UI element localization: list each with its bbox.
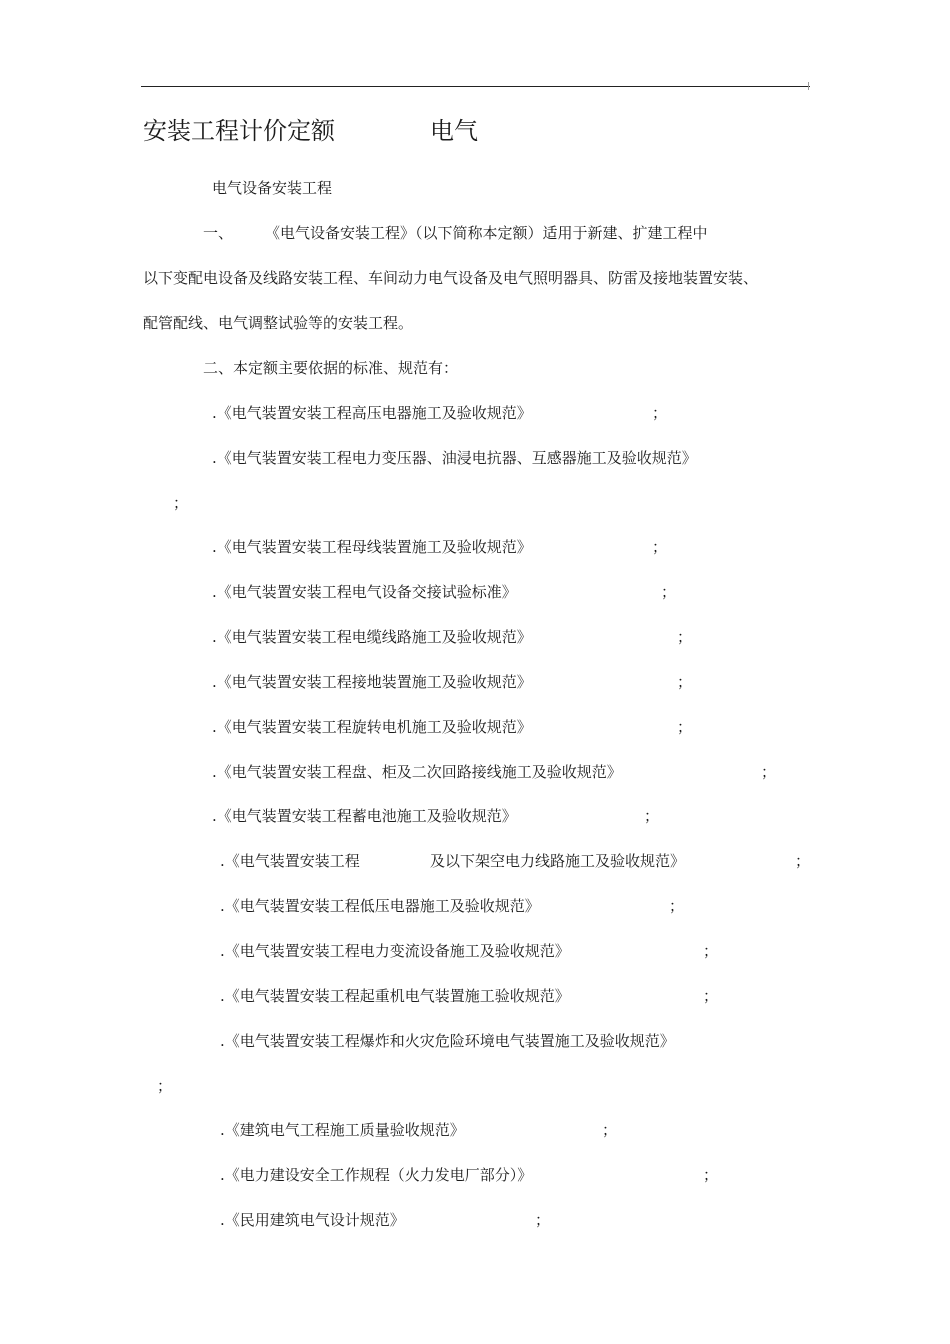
standard-item-semicolon: ； bbox=[677, 673, 693, 691]
standard-item: .《民用建筑电气设计规范》 bbox=[220, 1211, 405, 1229]
paragraph-1-number: 一、 bbox=[203, 224, 234, 242]
standard-item-semicolon: ； bbox=[157, 1077, 173, 1095]
header-rule-tick bbox=[808, 82, 809, 90]
section-heading: 电气设备安装工程 bbox=[212, 179, 333, 197]
standard-item-semicolon: ； bbox=[703, 1166, 719, 1184]
standard-item-semicolon: ； bbox=[661, 583, 677, 601]
standard-item: .《电气装置安装工程接地装置施工及验收规范》 bbox=[212, 673, 532, 691]
standard-item-semicolon: ； bbox=[535, 1211, 551, 1229]
standard-item: .《建筑电气工程施工质量验收规范》 bbox=[220, 1121, 465, 1139]
standard-item: .《电气装置安装工程低压电器施工及验收规范》 bbox=[220, 897, 540, 915]
standard-item: .《电气装置安装工程母线装置施工及验收规范》 bbox=[212, 538, 532, 556]
standard-item: .《电气装置安装工程爆炸和火灾危险环境电气装置施工及验收规范》 bbox=[220, 1032, 675, 1050]
standard-item-semicolon: ； bbox=[761, 763, 777, 781]
standard-item: .《电气装置安装工程电气设备交接试验标准》 bbox=[212, 583, 517, 601]
standard-item-semicolon: ； bbox=[669, 897, 685, 915]
standard-item: .《电气装置安装工程盘、柜及二次回路接线施工及验收规范》 bbox=[212, 763, 622, 781]
standard-item: .《电气装置安装工程电力变压器、油浸电抗器、互感器施工及验收规范》 bbox=[212, 449, 697, 467]
standard-item-semicolon: ； bbox=[173, 494, 189, 512]
paragraph-1-line-3: 配管配线、电气调整试验等的安装工程。 bbox=[143, 314, 414, 332]
standard-item-semicolon: ； bbox=[795, 852, 811, 870]
standard-item-continuation: 及以下架空电力线路施工及验收规范》 bbox=[430, 852, 686, 870]
paragraph-1-text: 《电气设备安装工程》（以下简称本定额）适用于新建、扩建工程中 bbox=[265, 224, 708, 242]
standard-item: .《电气装置安装工程旋转电机施工及验收规范》 bbox=[212, 718, 532, 736]
standard-item: .《电气装置安装工程起重机电气装置施工验收规范》 bbox=[220, 987, 570, 1005]
standard-item-semicolon: ； bbox=[677, 718, 693, 736]
header-rule bbox=[141, 86, 810, 87]
standard-item: .《电气装置安装工程蓄电池施工及验收规范》 bbox=[212, 807, 517, 825]
standard-item-semicolon: ； bbox=[703, 987, 719, 1005]
standard-item: .《电气装置安装工程高压电器施工及验收规范》 bbox=[212, 404, 532, 422]
standard-item-semicolon: ； bbox=[652, 404, 668, 422]
standard-item-semicolon: ； bbox=[602, 1121, 618, 1139]
doc-title-suffix: 电气 bbox=[430, 117, 478, 145]
standard-item: .《电气装置安装工程 bbox=[220, 852, 360, 870]
paragraph-2-text: 二、本定额主要依据的标准、规范有： bbox=[203, 359, 459, 377]
doc-title: 安装工程计价定额 bbox=[143, 117, 335, 145]
standard-item-semicolon: ； bbox=[703, 942, 719, 960]
paragraph-1-line-2: 以下变配电设备及线路安装工程、车间动力电气设备及电气照明器具、防雷及接地装置安装、 bbox=[143, 269, 759, 287]
standard-item: .《电气装置安装工程电力变流设备施工及验收规范》 bbox=[220, 942, 570, 960]
standard-item-semicolon: ； bbox=[644, 807, 660, 825]
standard-item-semicolon: ； bbox=[677, 628, 693, 646]
standard-item: .《电力建设安全工作规程（火力发电厂部分）》 bbox=[220, 1166, 533, 1184]
standard-item-semicolon: ； bbox=[652, 538, 668, 556]
standard-item: .《电气装置安装工程电缆线路施工及验收规范》 bbox=[212, 628, 532, 646]
